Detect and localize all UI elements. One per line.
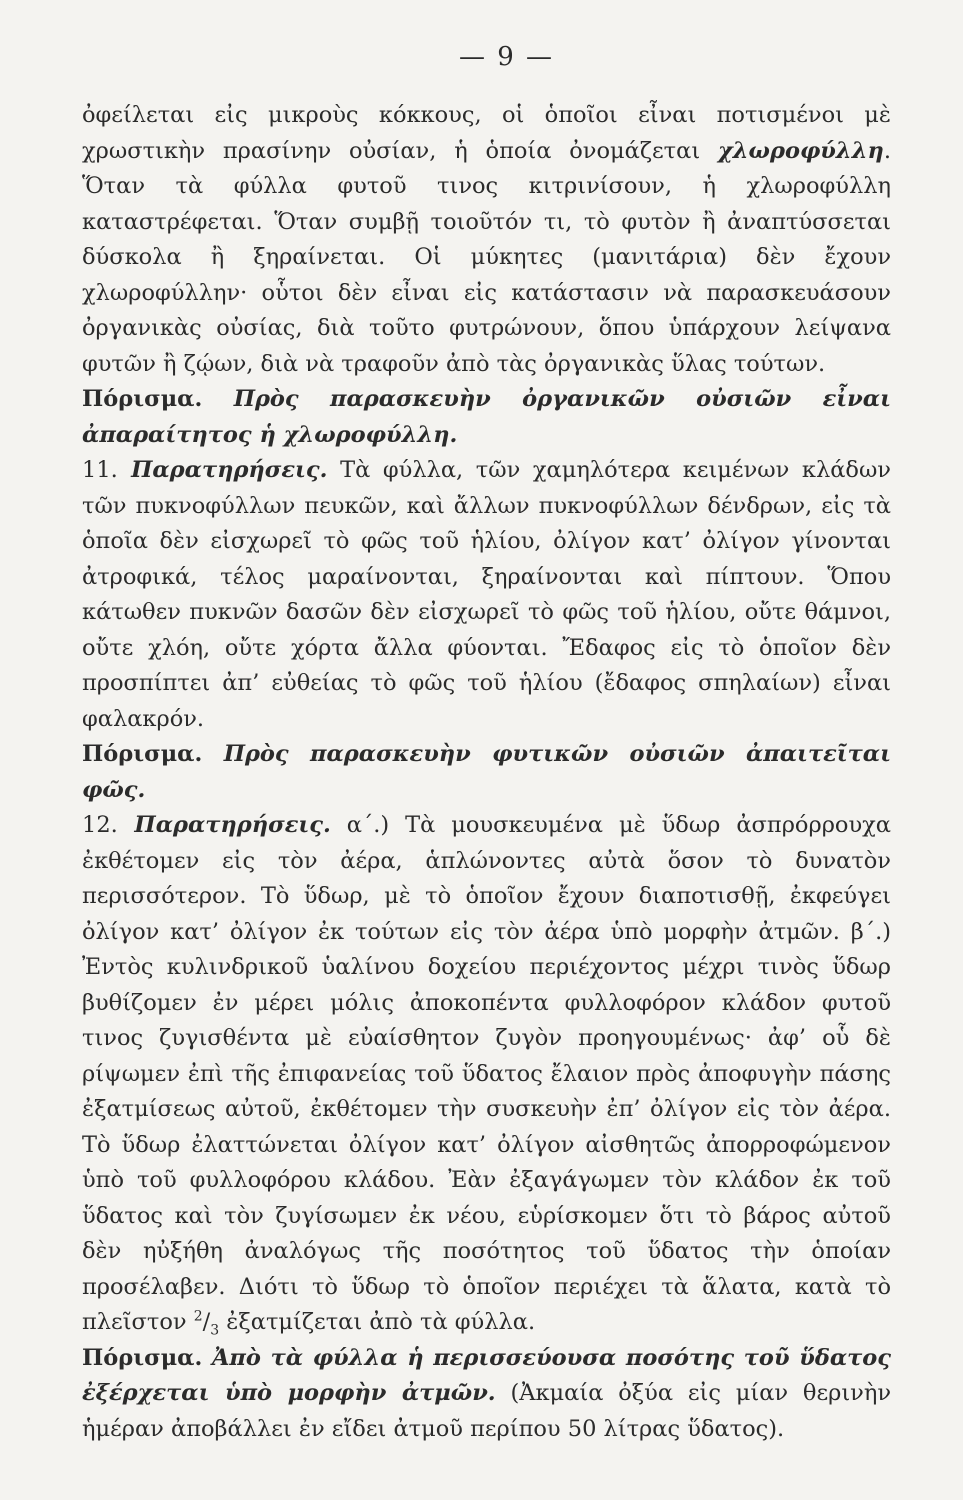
paragraph-text: . Ὅταν τὰ φύλλα φυτοῦ τινος κιτρινίσουν, ἡ χλωροφύλλη καταστρέφεται. Ὅταν συμβῇ τοιοῦτόν τι, τὸ φυτὸν ἢ ἀναπτύσσεται δύσκολα ἢ ξηραίνεται. Οἱ μύκητες (μανιτάρια) δὲν ἔχουν χλωροφύλλην· οὗτοι δὲν εἶναι εἰς κατάστασιν νὰ παρασκευάσουν ὀργανικὰς οὐσίας, διὰ τοῦτο φυτρώνουν, ὅπου ὑπάρχουν λείψανα φυτῶν ἢ ζῴων, διὰ νὰ τραφοῦν ἀπὸ τὰς ὀργανικὰς ὕλας τούτων.: [82, 137, 891, 377]
observations-12: 12. Παρατηρήσεις. α΄.) Τὰ μουσκευμένα μὲ ὕδωρ ἀσπρόρρουχα ἐκθέτομεν εἰς τὸν ἀέρα, ἁπλώνοντες αὐτὰ ὅσον τὸ δυνατὸν περισσότερον. Τὸ ὕδωρ, μὲ τὸ ὁποῖον ἔχουν διαποτισθῇ, ἐκφεύγει ὀλίγον κατ’ ὀλίγον ἐκ τούτων εἰς τὸν ἀέρα ὑπὸ μορφὴν ἀτμῶν. β΄.) Ἐντὸς κυλινδρικοῦ ὑαλίνου δοχείου περιέχοντος μέχρι τινὸς ὕδωρ βυθίζομεν ἐν μέρει μόλις ἀποκοπέντα φυλλοφόρον κλάδον φυτοῦ τινος ζυγισθέντα μὲ εὐαίσθητον ζυγὸν προηγουμένως· ἀφ’ οὗ δὲ ρίψωμεν ἐπὶ τῆς ἐπιφανείας τοῦ ὕδατος ἔλαιον πρὸς ἀποφυγὴν πάσης ἐξατμίσεως αὐτοῦ, ἐκθέτομεν τὴν συσκευὴν ἐπ’ ὀλίγον εἰς τὸν ἀέρα. Τὸ ὕδωρ ἐλαττώνεται ὀλίγον κατ’ ὀλίγον αἰσθητῶς ἀπορροφώμενον ὑπὸ τοῦ φυλλοφόρου κλάδου. Ἐὰν ἐξαγάγωμεν τὸν κλάδον ἐκ τοῦ ὕδατος καὶ τὸν ζυγίσωμεν ἐκ νέου, εὑρίσκομεν ὅτι τὸ βάρος αὐτοῦ δὲν ηὐξήθη ἀναλόγως τῆς ποσότητος τοῦ ὕδατος τὴν ὁποίαν προσέλαβεν. Διότι τὸ ὕδωρ τὸ ὁποῖον περιέχει τὰ ἅλατα, κατὰ τὸ πλεῖστον $^2/_3$ ἐξατμίζεται ἀπὸ τὰ φύλλα.: [82, 812, 891, 1339]
conclusion-text: Πρὸς παρασκευὴν φυτικῶν οὐσιῶν ἀπαιτεῖται φῶς.: [82, 741, 891, 803]
paragraph-text: ὀφείλεται εἰς μικροὺς κόκκους, οἱ ὁποῖοι εἶναι ποτισμένοι μὲ χρωστικὴν πρασίνην οὐσίαν, ἡ ὁποία ὀνομάζεται: [82, 102, 891, 164]
conclusion-label: Πόρισμα.: [82, 386, 203, 412]
conclusion-water-vapor: [82, 1341, 891, 1448]
conclusion-text: Ἀπὸ τὰ φύλλα ἡ περισσεύουσα ποσότης τοῦ ὕδατος ἐξέρχεται ὑπὸ μορφὴν ἀτμῶν.: [82, 1344, 891, 1406]
conclusion-text: Πρὸς παρασκευὴν ὀργανικῶν οὐσιῶν εἶναι ἀπαραίτητος ἡ χλωροφύλλη.: [82, 386, 891, 448]
conclusion-light: [82, 737, 891, 808]
observations-label: Παρατηρήσεις.: [117, 457, 328, 483]
paragraph-text: (Ἀκμαία ὀξύα εἰς μίαν θερινὴν ἡμέραν ἀποβάλλει ἐν εἴδει ἀτμοῦ περίπου 50 λίτρας ὕδατος).: [82, 1380, 891, 1442]
paragraph-chlorophyll: [82, 98, 891, 382]
fraction-denominator: 3: [210, 1322, 220, 1339]
conclusion-label: Πόρισμα.: [82, 1344, 203, 1371]
paragraph-text: Τὰ φύλλα, τῶν χαμηλότερα κειμένων κλάδων τῶν πυκνοφύλλων πευκῶν, καὶ ἄλλων πυκνοφύλλων δένδρων, εἰς τὰ ὁποῖα δὲν εἰσχωρεῖ τὸ φῶς τοῦ ἡλίου, ὀλίγον κατ’ ὀλίγον γίνονται ἀτροφικά, τέλος μαραίνονται, ξηραίνονται καὶ πίπτουν. Ὅπου κάτωθεν πυκνῶν δασῶν δὲν εἰσχωρεῖ τὸ φῶς τοῦ ἡλίου, οὔτε θάμνοι, οὔτε χλόη, οὔτε χόρτα ἄλλα φύονται. Ἔδαφος εἰς τὸ ὁποῖον δὲν προσπίπτει ἀπ’ εὐθείας τὸ φῶς τοῦ ἡλίου (ἔδαφος σπηλαίων) εἶναι φαλακρόν.: [82, 457, 891, 732]
conclusion-organic-substances: [82, 382, 891, 453]
fraction-numerator: 2: [193, 1308, 203, 1325]
page-number: — 9 —: [458, 42, 555, 72]
observations-11: [82, 453, 891, 737]
section-number: 12.: [82, 812, 118, 838]
conclusion-label: Πόρισμα.: [82, 741, 203, 767]
term-chlorophyll: χλωροφύλλη: [717, 137, 884, 164]
observations-label: Παρατηρήσεις.: [117, 812, 331, 838]
paragraph-text: ἐξατμίζεται ἀπὸ τὰ φύλλα.: [219, 1309, 536, 1335]
paragraph-text: α΄.) Τὰ μουσκευμένα μὲ ὕδωρ ἀσπρόρρουχα ἐκθέτομεν εἰς τὸν ἀέρα, ἁπλώνοντες αὐτὰ ὅσον τὸ δυνατὸν περισσότερον. Τὸ ὕδωρ, μὲ τὸ ὁποῖον ἔχουν διαποτισθῇ, ἐκφεύγει ὀλίγον κατ’ ὀλίγον ἐκ τούτων εἰς τὸν ἀέρα ὑπὸ μορφὴν ἀτμῶν. β΄.) Ἐντὸς κυλινδρικοῦ ὑαλίνου δοχείου περιέχοντος μέχρι τινὸς ὕδωρ βυθίζομεν ἐν μέρει μόλις ἀποκοπέντα φυλλοφόρον κλάδον φυτοῦ τινος ζυγισθέντα μὲ εὐαίσθητον ζυγὸν προηγουμένως· ἀφ’ οὗ δὲ ρίψωμεν ἐπὶ τῆς ἐπιφανείας τοῦ ὕδατος ἔλαιον πρὸς ἀποφυγὴν πάσης ἐξατμίσεως αὐτοῦ, ἐκθέτομεν τὴν συσκευὴν ἐπ’ ὀλίγον εἰς τὸν ἀέρα. Τὸ ὕδωρ ἐλαττώνεται ὀλίγον κατ’ ὀλίγον αἰσθητῶς ἀπορροφώμενον ὑπὸ τοῦ φυλλοφόρου κλάδου. Ἐὰν ἐξαγάγωμεν τὸν κλάδον ἐκ τοῦ ὕδατος καὶ τὸν ζυγίσωμεν ἐκ νέου, εὑρίσκομεν ὅτι τὸ βάρος αὐτοῦ δὲν ηὐξήθη ἀναλόγως τῆς ποσότητος τοῦ ὕδατος τὴν ὁποίαν προσέλαβεν. Διότι τὸ ὕδωρ τὸ ὁποῖον περιέχει τὰ ἅλατα, κατὰ τὸ πλεῖστον: [82, 812, 891, 1335]
section-number: 11.: [82, 457, 118, 483]
